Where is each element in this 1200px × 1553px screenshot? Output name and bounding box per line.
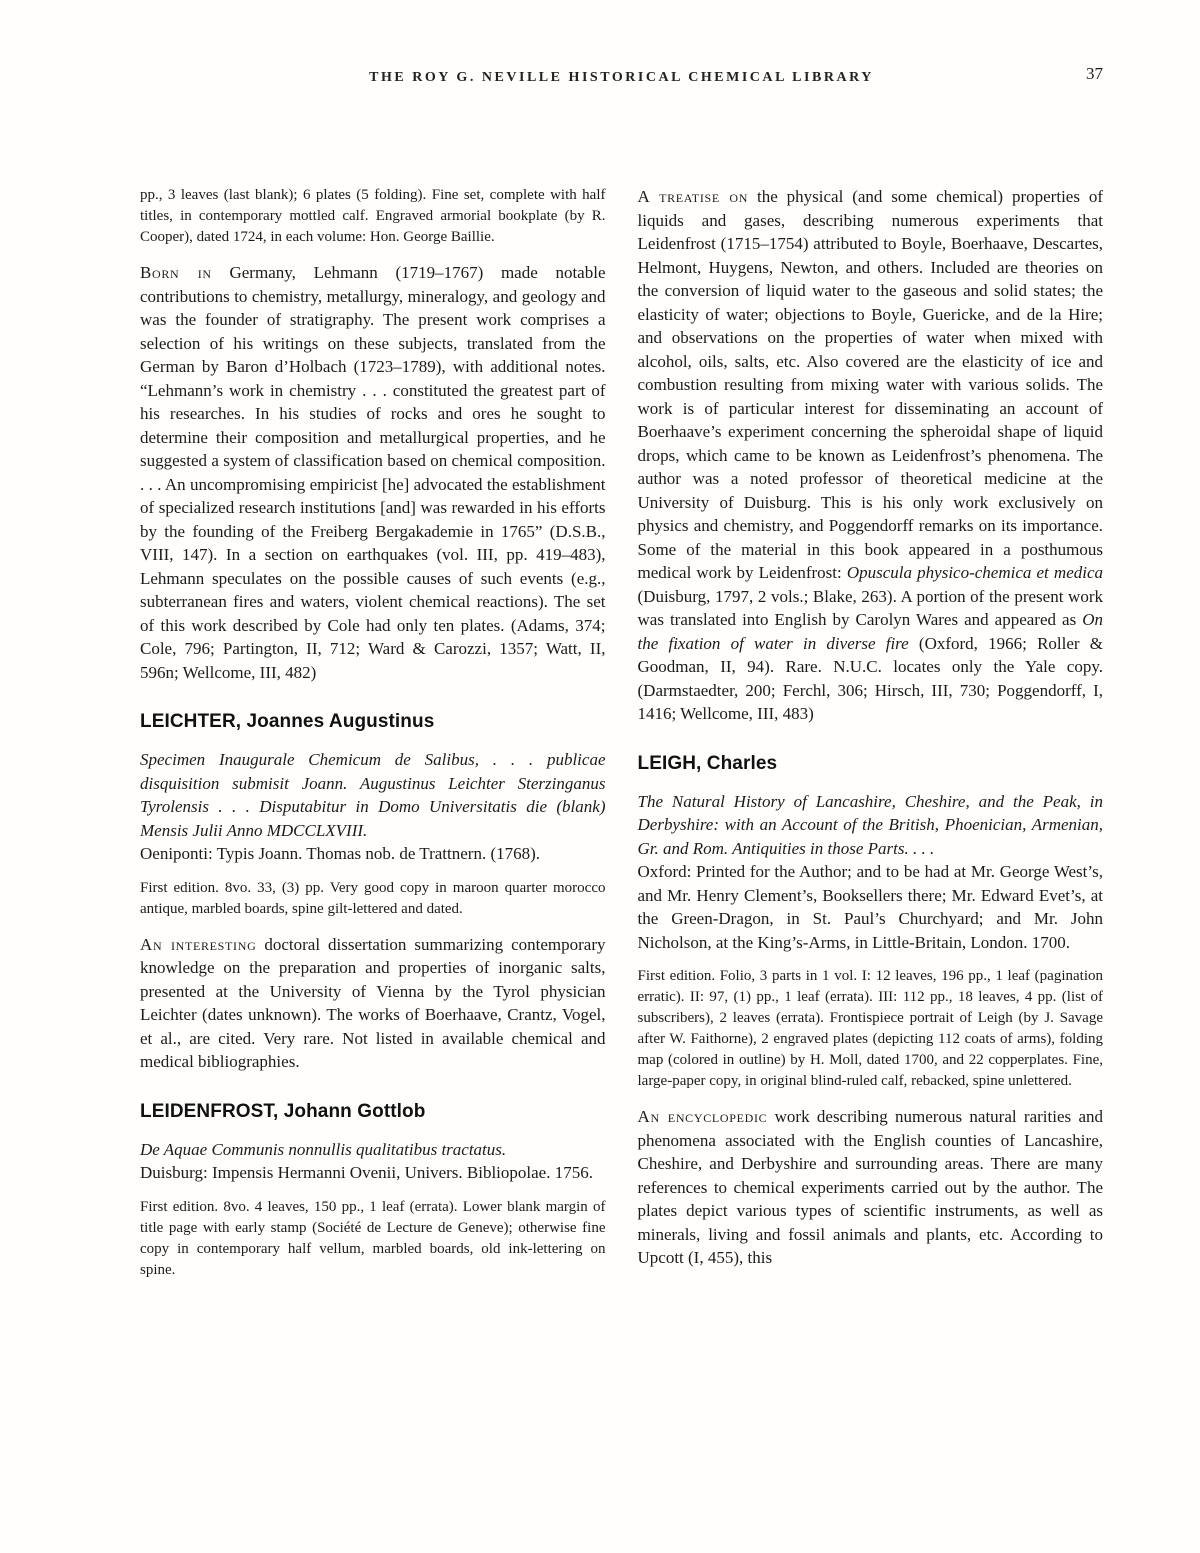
leichter-imprint: Oeniponti: Typis Joann. Thomas nob. de Trattnern. (1768). <box>140 844 541 863</box>
leichter-collation-note: First edition. 8vo. 33, (3) pp. Very good copy in maroon quarter morocco antique, marbled boards, spine gilt-lettered and dated. <box>140 879 606 917</box>
entry-heading-leigh: LEIGH, Charles <box>637 752 778 774</box>
baillie-collation-note: pp., 3 leaves (last blank); 6 plates (5 folding). Fine set, complete with half titles, in contemporary mottled calf. Engraved armorial bookplate (by R. Cooper), dated 1724, in each volume: Hon. George Baillie. <box>140 187 606 245</box>
two-column-layout <box>140 185 1103 1294</box>
leichter-description: An interesting doctoral dissertation summarizing contemporary knowledge on the preparation and properties of inorganic salts, presented at the University of Vienna by the Tyrol physician Leichter (dates unknown). The works of Boerhaave, Crantz, Vogel, et al., are cited. Very rare. Not listed in available chemical and medical bibliographies. <box>140 934 606 1071</box>
leidenfrost-title-block <box>140 1138 606 1185</box>
leigh-description: An encyclopedic work describing numerous natural rarities and phenomena associated with the English counties of Lancashire, Cheshire, and Derbyshire and surrounding areas. There are many references to chemical experiments carried out by the author. The plates depict various types of scientific instruments, as well as minerals, living and fossil animals and plants, etc. According to Upcott (I, 455), this <box>637 1107 1103 1267</box>
leichter-book-title: Specimen Inaugurale Chemicum de Salibus, . . . publicae disquisition submisit Joann. Augustinus Leichter Sterzinganus Tyrolensis . . . Disputabitur in Domo Universitatis die (blank) Mensis Julii Anno MDCCLXVIII. <box>140 750 606 840</box>
lehmann-description: Born in Germany, Lehmann (1719–1767) made notable contributions to chemistry, metallurgy, mineralogy, and geology and was the founder of stratigraphy. The present work comprises a selection of his writings on these subjects, translated from the German by Baron d’Holbach (1723–1789), with additional notes. “Lehmann’s work in chemistry . . . constituted the greatest part of his researches. In his studies of rocks and ores he sought to determine their composition and metallurgical properties, and he suggested a system of classification based on chemical composition. . . . An uncompromising empiricist [he] advocated the establishment of specialized research institutions [and] was rewarded in his efforts by the founding of the Freiberg Bergakademie in 1765” (D.S.B., VIII, 147). In a section on earthquakes (vol. III, pp. 419–483), Lehmann speculates on the possible causes of such events (e.g., subterranean fires and waters, violent chemical reactions). The set of this work described by Cole had only ten plates. (Adams, 374; Cole, 796; Partington, II, 712; Ward & Carozzi, 1357; Watt, II, 596n; Wellcome, III, 482) <box>140 263 606 682</box>
leigh-imprint: Oxford: Printed for the Author; and to be had at Mr. George West’s, and Mr. Henry Clement’s, Booksellers there; Mr. Edward Evet’s, at the Green-Dragon, in St. Paul’s Churchyard; and Mr. John Nicholson, at the King’s-Arms, in Little-Britain, London. 1700. <box>637 862 1103 952</box>
leigh-title-block <box>638 790 1104 955</box>
leichter-title-block <box>140 748 606 866</box>
page-number: 37 <box>1086 64 1103 83</box>
entry-heading-leidenfrost: LEIDENFROST, Johann Gottlob <box>140 1100 426 1122</box>
entry-heading-leichter: LEICHTER, Joannes Augustinus <box>140 711 435 732</box>
left-column <box>140 185 606 1294</box>
leidenfrost-imprint: Duisburg: Impensis Hermanni Ovenii, Univers. Bibliopolae. 1756. <box>140 1163 593 1182</box>
leigh-collation-note: First edition. Folio, 3 parts in 1 vol. I: 12 leaves, 196 pp., 1 leaf (pagination erratic). II: 97, (1) pp., 1 leaf (errata). III: 112 pp., 18 leaves, 4 pp. (list of subscribers), 2 leaves (errata). Frontispiece portrait of Leigh (by J. Savage after W. Faithorne), 2 engraved plates (depicting 112 coats of arms), folding map (colored in outline) by H. Moll, dated 1700, and 22 copperplates. Fine, large-paper copy, in original blind-ruled calf, rebacked, spine unlettered. <box>637 968 1103 1089</box>
leidenfrost-description: A treatise on the physical (and some chemical) properties of liquids and gases, describing numerous experiments that Leidenfrost (1715–1754) attributed to Boyle, Boerhaave, Descartes, Helmont, Huygens, Newton, and others. Included are theories on the conversion of liquid water to the gaseous and solid states; the elasticity of water; objections to Boyle, Guericke, and de la Hire; and observations on the properties of water when mixed with alcohol, oils, salts, etc. Also covered are the elasticity of ice and combustion resulting from mixing water with various solids. The work is of particular interest for disseminating an account of Boerhaave’s experiment concerning the spheroidal shape of liquid drops, which came to be known as Leidenfrost’s phenomena. The author was a noted professor of theoretical medicine at the University of Duisburg. This is his only work exclusively on physics and chemistry, and Poggendorff remarks on its importance. Some of the material in this book appeared in a posthumous medical work by Leidenfrost: Opuscula physico-chemica et medica (Duisburg, 1797, 2 vols.; Blake, 263). A portion of the present work was translated into English by Carolyn Wares and appeared as On the fixation of water in diverse fire (Oxford, 1966; Roller & Goodman, II, 94). Rare. N.U.C. locates only the Yale copy. (Darmstaedter, 200; Ferchl, 306; Hirsch, III, 730; Poggendorff, I, 1416; Wellcome, III, 483) <box>637 187 1104 723</box>
leidenfrost-collation-note: First edition. 8vo. 4 leaves, 150 pp., 1 leaf (errata). Lower blank margin of title page with early stamp (Société de Lecture de Geneve); otherwise fine copy in contemporary half vellum, marbled boards, old ink-lettering on spine. <box>140 1198 606 1278</box>
right-column <box>638 185 1104 1294</box>
leigh-book-title: The Natural History of Lancashire, Cheshire, and the Peak, in Derbyshire: with an Account of the British, Phoenician, Armenian, Gr. and Rom. Antiquities in those Parts. . . . <box>637 791 1103 858</box>
running-title: THE ROY G. NEVILLE HISTORICAL CHEMICAL LIBRARY <box>369 70 874 85</box>
running-head <box>140 64 1103 92</box>
leidenfrost-book-title: De Aquae Communis nonnullis qualitatibus tractatus. <box>140 1139 507 1159</box>
